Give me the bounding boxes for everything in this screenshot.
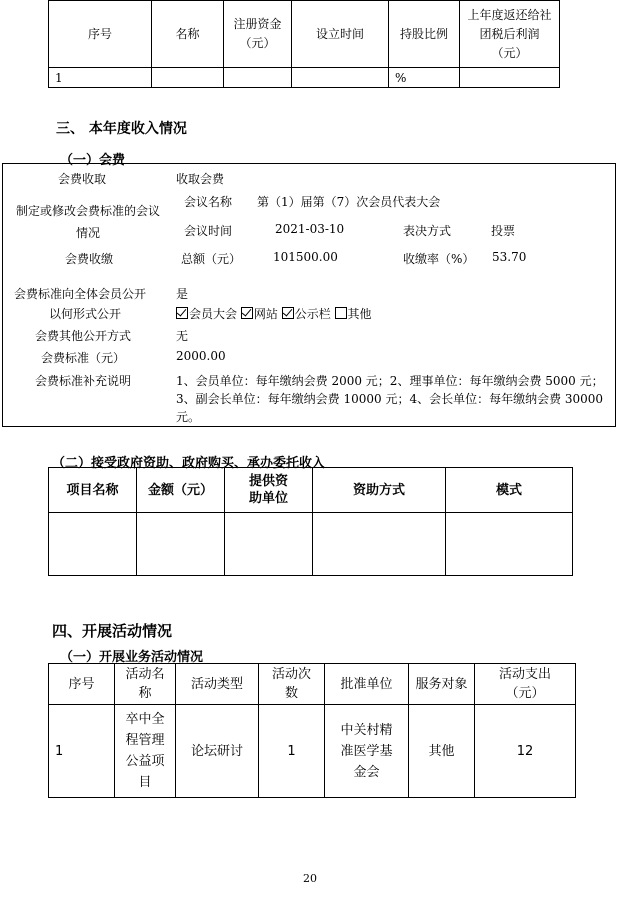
header-cell: 上年度返还给社团税后利润（元） xyxy=(460,1,560,68)
fee-collect-value: 收取会费 xyxy=(176,172,225,186)
section-heading: 三、 本年度收入情况 xyxy=(56,121,187,137)
header-cell: 活动次数 xyxy=(259,664,325,705)
meeting-time-label: 会议时间 xyxy=(184,224,233,238)
table-cell xyxy=(224,68,292,88)
fee-standard-label: 会费标准（元） xyxy=(41,351,126,365)
fee-collect-label: 会费收取 xyxy=(58,172,107,186)
public-form-options xyxy=(176,305,372,322)
header-cell: 注册资金（元） xyxy=(224,1,292,68)
table-row xyxy=(49,513,573,576)
total-value: 101500.00 xyxy=(273,250,338,264)
fee-note-line2: 3、副会长单位：每年缴纳会费 10000 元；4、会长单位：每年缴纳会费 30000 xyxy=(176,392,604,406)
header-cell: 批准单位 xyxy=(325,664,409,705)
checkbox-checked-icon xyxy=(176,307,188,319)
gov-funding-table xyxy=(48,467,573,576)
checkbox-checked-icon xyxy=(241,307,253,319)
table-cell xyxy=(137,513,225,576)
other-method-label: 会费其他公开方式 xyxy=(35,329,132,343)
checkbox-checked-icon xyxy=(282,307,294,319)
header-cell: 金额（元） xyxy=(137,468,225,513)
vote-label: 表决方式 xyxy=(403,224,452,238)
header-cell: 项目名称 xyxy=(49,468,137,513)
table-cell: 中关村精准医学基金会 xyxy=(325,705,409,798)
header-cell: 资助方式 xyxy=(313,468,446,513)
public-form-label: 以何形式公开 xyxy=(49,307,122,321)
meeting-name-label: 会议名称 xyxy=(184,195,233,209)
table-cell xyxy=(225,513,313,576)
header-cell: 持股比例 xyxy=(389,1,460,68)
header-cell: 序号 xyxy=(49,1,152,68)
page-number: 20 xyxy=(303,872,317,885)
fee-standard-value: 2000.00 xyxy=(176,349,226,363)
checkbox-bulletin[interactable]: 公示栏 xyxy=(282,307,331,321)
header-cell: 服务对象 xyxy=(409,664,475,705)
section-heading: 四、开展活动情况 xyxy=(52,622,173,640)
header-cell: 名称 xyxy=(152,1,224,68)
fee-note-label: 会费标准补充说明 xyxy=(35,374,132,388)
checkbox-other[interactable]: 其他 xyxy=(335,307,372,321)
table-cell: 12 xyxy=(475,705,576,798)
table-cell: 论坛研讨 xyxy=(176,705,259,798)
fee-note-line1: 1、会员单位：每年缴纳会费 2000 元；2、理事单位：每年缴纳会费 5000 元； xyxy=(176,374,604,388)
table-header-row xyxy=(49,1,560,68)
header-cell: 模式 xyxy=(446,468,573,513)
other-method-value: 无 xyxy=(176,329,189,343)
header-cell: 设立时间 xyxy=(292,1,389,68)
table-cell: 其他 xyxy=(409,705,475,798)
header-cell: 活动类型 xyxy=(176,664,259,705)
table-header-row xyxy=(49,468,573,513)
meeting-name-value: 第（1）届第（7）次会员代表大会 xyxy=(257,195,441,209)
fee-note-line3: 元。 xyxy=(176,410,201,424)
standard-meeting-label: 制定或修改会费标准的会议情况 xyxy=(15,204,160,240)
fee-income-label: 会费收缴 xyxy=(65,252,114,266)
header-cell: 活动支出（元） xyxy=(475,664,576,705)
rate-value: 53.70 xyxy=(492,250,527,264)
membership-fee-panel xyxy=(2,163,616,427)
public-label: 会费标准向全体会员公开 xyxy=(14,287,147,301)
table-cell: 1 xyxy=(49,705,115,798)
public-value: 是 xyxy=(176,287,189,301)
table-cell xyxy=(152,68,224,88)
checkbox-member-meeting[interactable]: 会员大会 xyxy=(176,307,237,321)
table-cell xyxy=(460,68,560,88)
meeting-time-value: 2021-03-10 xyxy=(275,222,345,236)
table-row xyxy=(49,705,576,798)
table-header-row xyxy=(49,664,576,705)
table-cell: % xyxy=(389,68,460,88)
activity-table xyxy=(48,663,576,798)
table-cell: 1 xyxy=(49,68,152,88)
checkbox-website[interactable]: 网站 xyxy=(241,307,278,321)
rate-label: 收缴率（%） xyxy=(403,252,475,266)
header-cell: 序号 xyxy=(49,664,115,705)
table-cell: 1 xyxy=(259,705,325,798)
header-cell: 提供资助单位 xyxy=(225,468,313,513)
table-row xyxy=(49,68,560,88)
table-cell xyxy=(292,68,389,88)
subsection-heading: （二）接受政府资助、政府购买、承办委托收入 xyxy=(52,456,326,471)
header-cell: 活动名称 xyxy=(115,664,176,705)
table-cell: 卒中全程管理公益项目 xyxy=(115,705,176,798)
checkbox-unchecked-icon xyxy=(335,307,347,319)
table-cell xyxy=(313,513,446,576)
total-label: 总额（元） xyxy=(181,252,242,266)
subsection-heading: （一）开展业务活动情况 xyxy=(60,650,204,665)
subsection-heading: （一）会费 xyxy=(60,153,126,168)
table-cell xyxy=(446,513,573,576)
table-cell xyxy=(49,513,137,576)
shareholding-table xyxy=(48,0,560,88)
vote-value: 投票 xyxy=(491,224,516,238)
